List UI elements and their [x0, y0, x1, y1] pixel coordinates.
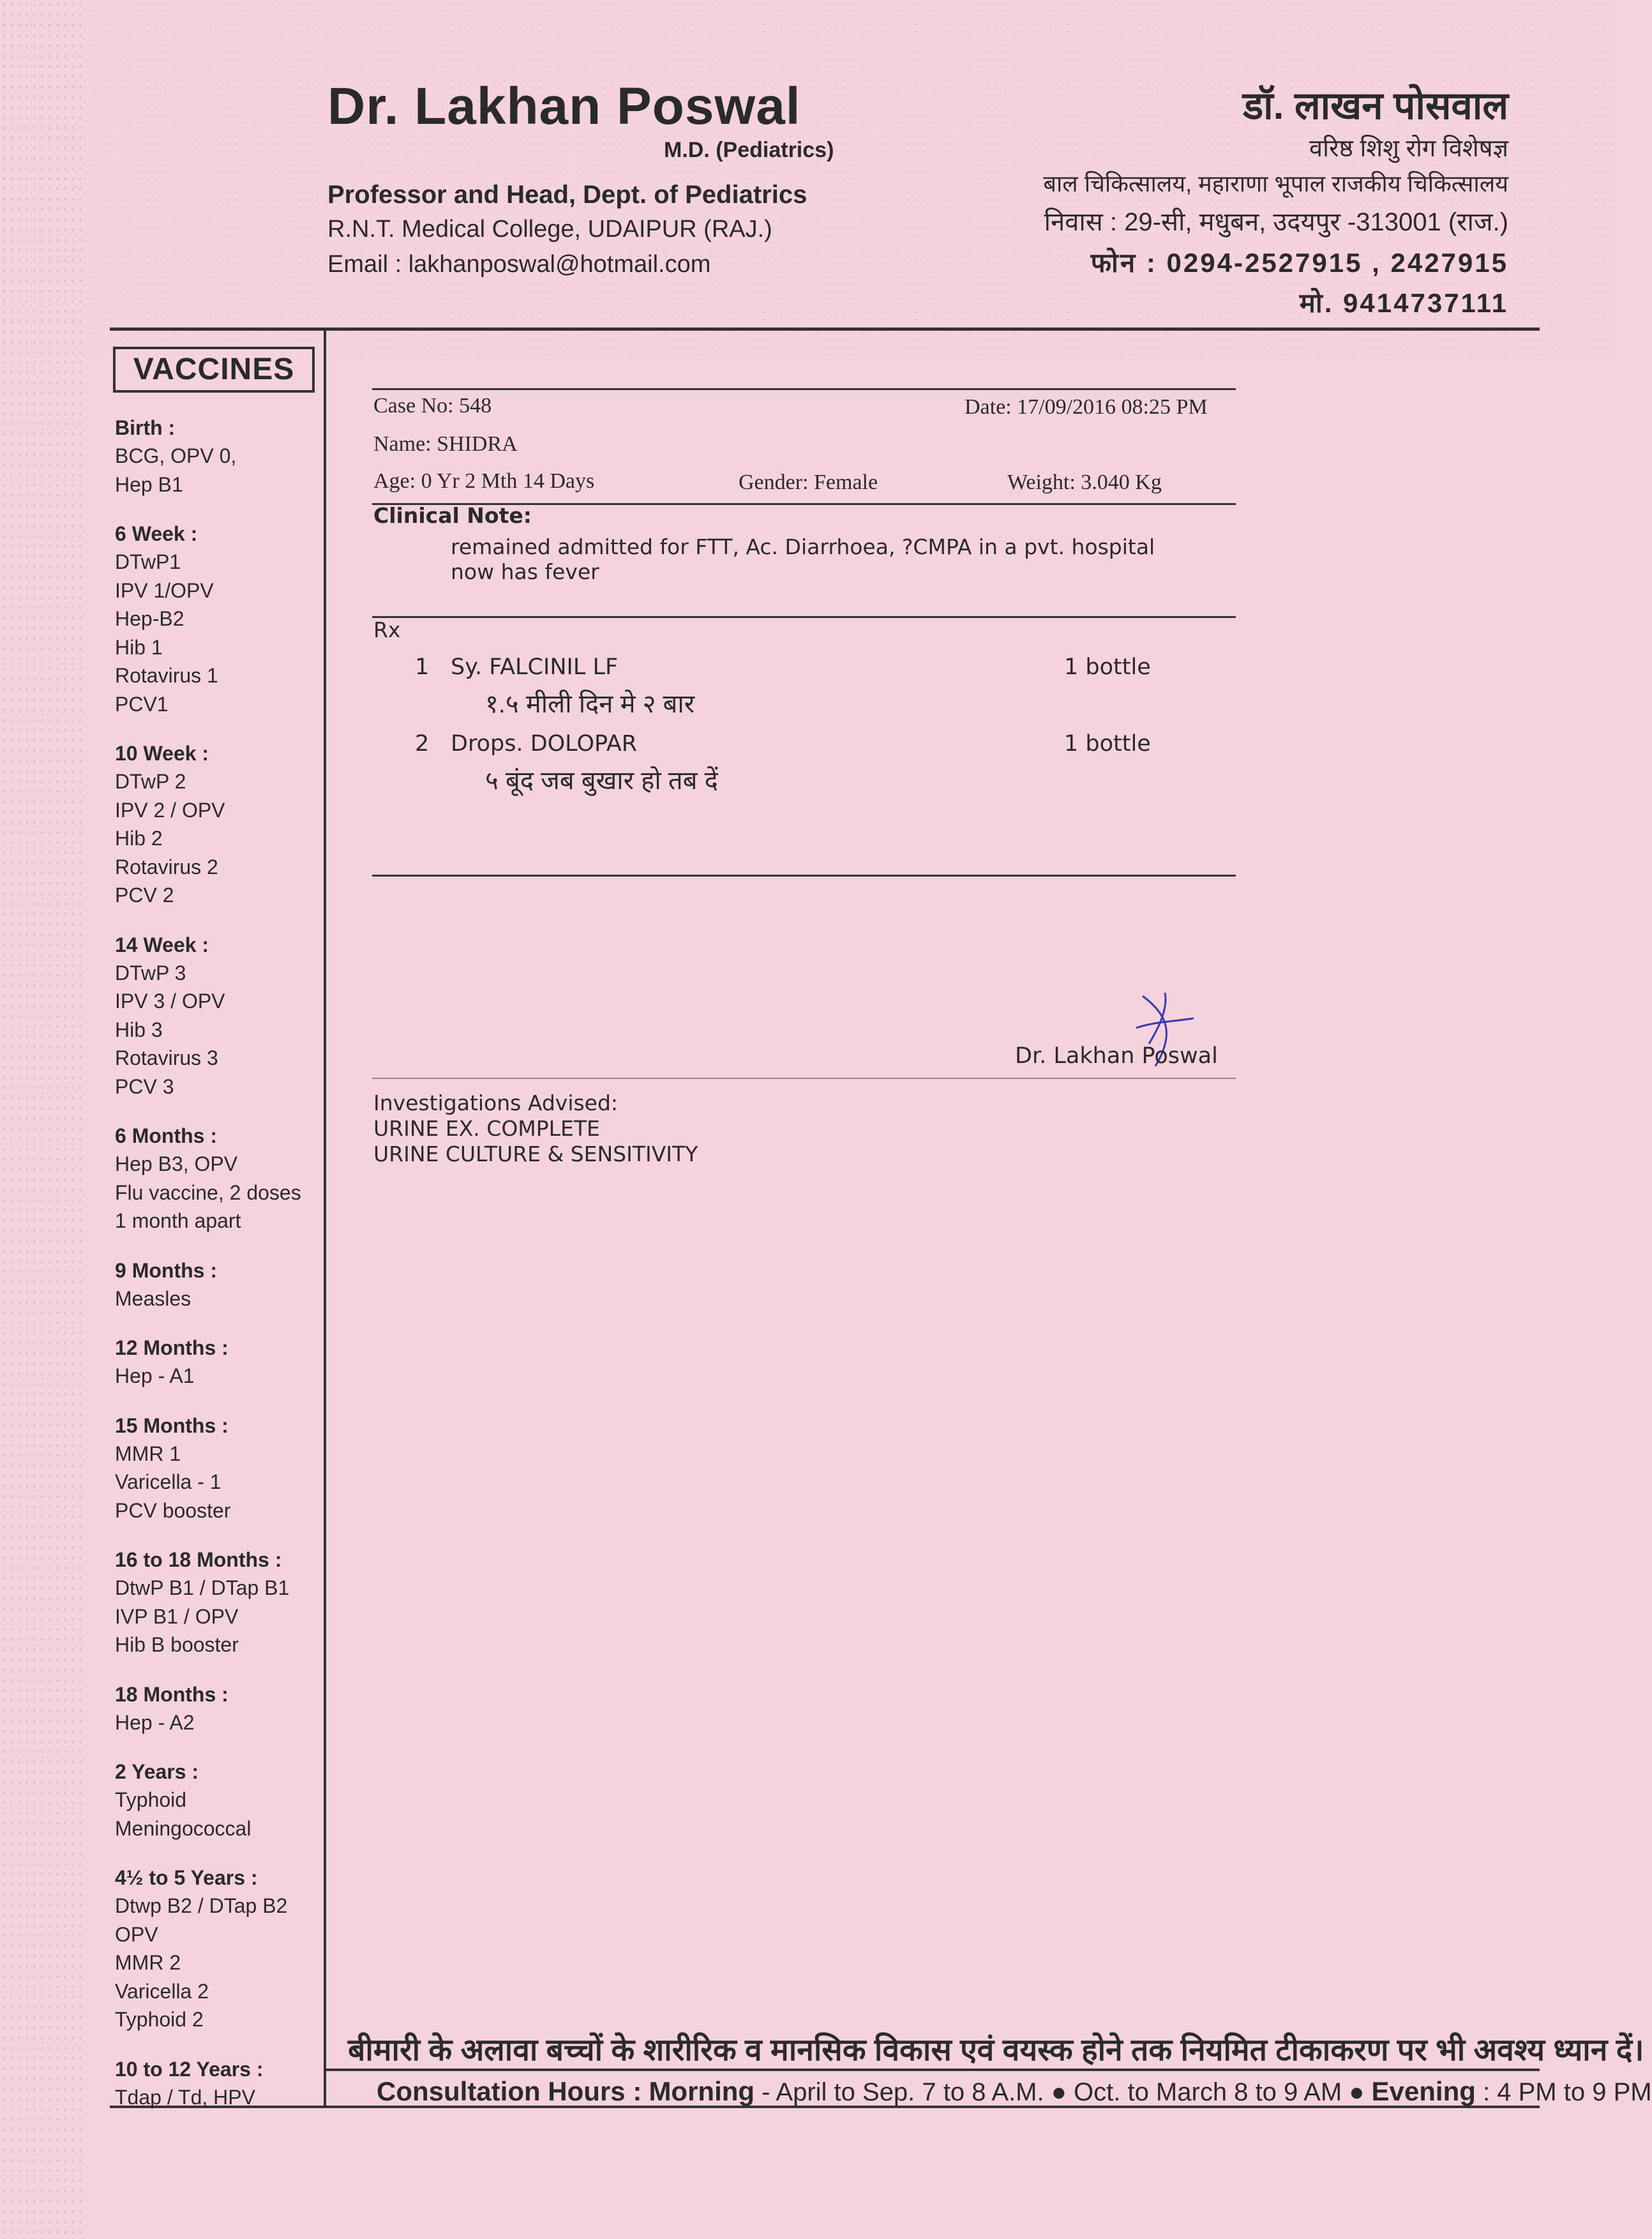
- vaccine-age-heading: Birth :: [115, 416, 176, 439]
- vaccine-age-heading: 2 Years :: [115, 1760, 199, 1783]
- vaccine-item: IPV 1/OPV: [115, 578, 214, 602]
- vaccine-group: [115, 2055, 326, 2112]
- vaccine-item: Hib 2: [115, 827, 163, 850]
- patient-gender: Gender: Female: [739, 471, 878, 494]
- visit-date: Date: 17/09/2016 08:25 PM: [965, 395, 1208, 419]
- investigation-item: URINE EX. COMPLETE: [373, 1116, 600, 1141]
- vaccine-group: [115, 1864, 326, 2034]
- signature-rule: [372, 1078, 1236, 1079]
- doctor-name: Dr. Lakhan Poswal: [327, 77, 801, 135]
- vaccine-item: DTwP 3: [115, 961, 186, 984]
- vaccine-item: 1 month apart: [115, 1209, 241, 1232]
- vaccine-item: Measles: [115, 1286, 191, 1310]
- morning-label: Morning: [649, 2076, 755, 2106]
- vaccine-item: PCV booster: [115, 1498, 231, 1522]
- vaccine-schedule: [115, 414, 326, 2132]
- rx-drug-name: Sy. FALCINIL LF: [451, 654, 619, 680]
- rx-label: Rx: [373, 617, 401, 642]
- morning-hours: - April to Sep. 7 to 8 A.M. ● Oct. to March 8 to 9 AM ●: [755, 2078, 1372, 2106]
- clinical-note-heading: Clinical Note:: [373, 503, 532, 528]
- hours-label: Consultation Hours :: [377, 2076, 642, 2106]
- vaccine-item: Flu vaccine, 2 doses: [115, 1180, 301, 1204]
- vaccine-item: Meningococcal: [115, 1816, 252, 1840]
- doctor-degree: M.D. (Pediatrics): [664, 138, 834, 162]
- vaccine-age-heading: 9 Months :: [115, 1258, 217, 1282]
- vaccine-age-heading: 6 Months :: [115, 1124, 217, 1147]
- vaccine-item: Hep-B2: [115, 607, 184, 630]
- vaccine-item: Hib 3: [115, 1018, 163, 1041]
- vaccine-item: Rotavirus 2: [115, 855, 218, 878]
- doctor-signature-name: Dr. Lakhan Poswal: [1015, 1043, 1218, 1069]
- vaccine-group: [115, 520, 326, 718]
- vaccine-item: DTwP 2: [115, 770, 186, 793]
- vaccine-item: PCV1: [115, 692, 169, 716]
- vaccine-item: OPV: [115, 1922, 158, 1946]
- vaccine-item: Dtwp B2 / DTap B2: [115, 1894, 288, 1917]
- hindi-phone: फोन : 0294-2527915 , 2427915: [1090, 248, 1508, 278]
- vaccine-age-heading: 14 Week :: [115, 933, 209, 956]
- rx-quantity: 1 bottle: [1064, 654, 1151, 680]
- vaccine-item: IVP B1 / OPV: [115, 1604, 239, 1628]
- vaccine-item: Typhoid 2: [115, 2008, 204, 2031]
- evening-label: Evening: [1371, 2076, 1476, 2106]
- vaccine-item: DTwP1: [115, 550, 181, 573]
- vaccine-item: BCG, OPV 0,: [115, 444, 237, 467]
- doctor-college: R.N.T. Medical College, UDAIPUR (RAJ.): [327, 216, 772, 243]
- hindi-designation: वरिष्ठ शिशु रोग विशेषज्ञ: [1309, 135, 1508, 162]
- patient-age: Age: 0 Yr 2 Mth 14 Days: [373, 469, 595, 493]
- rx-item-number: 2: [415, 731, 430, 757]
- vaccine-item: Tdap / Td, HPV: [115, 2085, 255, 2109]
- consultation-hours: [377, 2076, 1652, 2107]
- evening-hours: : 4 PM to 9 PM: [1475, 2078, 1652, 2106]
- vaccine-age-heading: 6 Week :: [115, 522, 198, 545]
- vaccine-group: [115, 1122, 326, 1235]
- vaccine-item: MMR 1: [115, 1442, 181, 1465]
- vaccine-item: MMR 2: [115, 1951, 181, 1974]
- doctor-title: Professor and Head, Dept. of Pediatrics: [327, 181, 807, 209]
- vaccine-item: Hep - A1: [115, 1364, 195, 1387]
- vaccine-group: [115, 1256, 326, 1313]
- footer-hindi-notice: बीमारी के अलावा बच्चों के शारीरिक व मानसिक विकास एवं वयस्क होने तक नियमित टीकाकरण पर भी अवश्य ध्यान दें।: [348, 2033, 1644, 2067]
- vaccine-group: [115, 739, 326, 910]
- vaccine-age-heading: 15 Months :: [115, 1414, 229, 1437]
- rx-drug-name: Drops. DOLOPAR: [451, 731, 638, 757]
- hindi-hospital: बाल चिकित्सालय, महाराणा भूपाल राजकीय चिकित्सालय: [1043, 170, 1508, 197]
- rx-item-number: 1: [415, 654, 430, 680]
- case-number: Case No: 548: [373, 394, 492, 418]
- vaccine-group: [115, 1334, 326, 1391]
- vaccine-item: Hep - A2: [115, 1710, 195, 1734]
- rx-rule-top: [372, 616, 1236, 618]
- vaccine-group: [115, 931, 326, 1101]
- vaccine-item: DtwP B1 / DTap B1: [115, 1576, 290, 1599]
- investigation-item: URINE CULTURE & SENSITIVITY: [373, 1142, 698, 1166]
- rx-rule-bottom: [372, 875, 1236, 877]
- vaccine-group: [115, 414, 326, 499]
- hindi-doctor-name: डॉ. लाखन पोसवाल: [1242, 84, 1508, 127]
- vaccine-group: [115, 1412, 326, 1525]
- clinical-note-line: now has fever: [451, 559, 599, 584]
- vaccine-item: Rotavirus 1: [115, 664, 218, 687]
- patient-weight: Weight: 3.040 Kg: [1007, 471, 1162, 494]
- vaccine-item: PCV 2: [115, 884, 174, 907]
- vaccine-group: [115, 1680, 326, 1737]
- vaccine-item: Varicella 2: [115, 1979, 209, 2003]
- vaccine-item: Hib 1: [115, 635, 163, 659]
- rx-dosage: १.५ मीली दिन मे २ बार: [485, 690, 695, 718]
- vaccine-item: Hep B3, OPV: [115, 1152, 238, 1175]
- vaccines-title: VACCINES: [113, 347, 315, 393]
- rx-quantity: 1 bottle: [1064, 731, 1151, 757]
- vaccine-item: Rotavirus 3: [115, 1046, 218, 1069]
- vaccine-item: Varicella - 1: [115, 1470, 222, 1493]
- vaccine-item: PCV 3: [115, 1074, 174, 1098]
- rx-dosage: ५ बूंद जब बुखार हो तब दें: [485, 767, 718, 795]
- vaccine-item: IPV 3 / OPV: [115, 990, 225, 1013]
- doctor-email: Email : lakhanposwal@hotmail.com: [327, 251, 711, 278]
- scan-noise-left: [0, 0, 83, 2239]
- vaccine-item: IPV 2 / OPV: [115, 798, 225, 822]
- vaccine-item: Hep B1: [115, 472, 183, 496]
- hindi-mobile: मो. 9414737111: [1299, 288, 1508, 318]
- patient-rule-top: [372, 388, 1236, 390]
- hindi-address: निवास : 29-सी, मधुबन, उदयपुर -313001 (राज.): [1044, 208, 1508, 236]
- vaccine-age-heading: 18 Months :: [115, 1682, 229, 1706]
- vaccine-age-heading: 16 to 18 Months :: [115, 1548, 282, 1571]
- vaccine-item: Typhoid: [115, 1788, 187, 1811]
- vaccine-item: Hib B booster: [115, 1633, 239, 1656]
- vaccine-group: [115, 1546, 326, 1659]
- clinical-note-line: remained admitted for FTT, Ac. Diarrhoea, ?CMPA in a pvt. hospital: [451, 534, 1155, 559]
- vaccine-age-heading: 10 to 12 Years :: [115, 2057, 264, 2081]
- investigations-heading: Investigations Advised:: [373, 1090, 619, 1115]
- patient-name: Name: SHIDRA: [373, 432, 518, 456]
- vaccine-age-heading: 12 Months :: [115, 1336, 229, 1359]
- vaccine-age-heading: 4½ to 5 Years :: [115, 1866, 258, 1889]
- vaccine-group: [115, 1758, 326, 1843]
- vaccine-age-heading: 10 Week :: [115, 742, 209, 765]
